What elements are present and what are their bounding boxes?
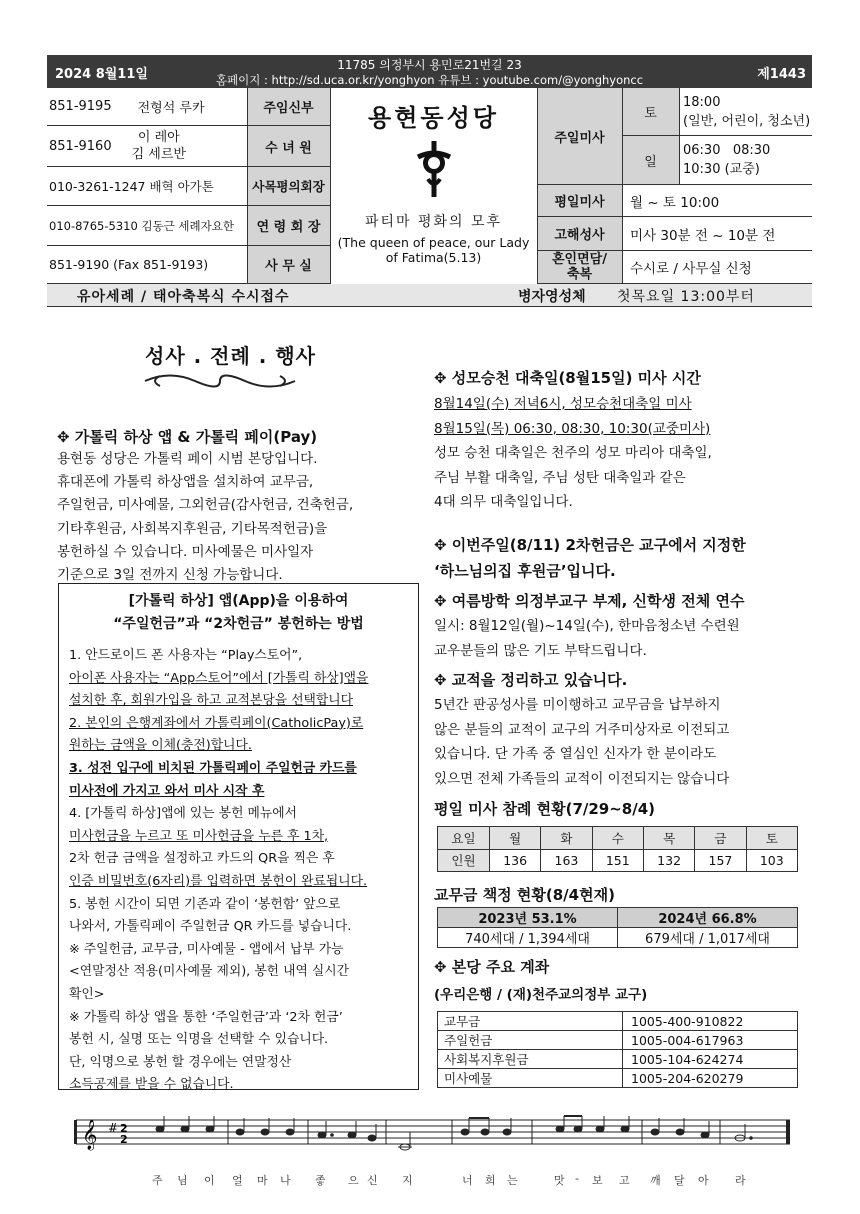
accounts-bank: (우리은행 / (재)천주교의정부 교구) (434, 987, 648, 1003)
parish-identity (330, 88, 537, 284)
retreat-title: ✥ 여름방학 의정부교구 부제, 신학생 전체 연수 (434, 592, 745, 610)
sacrament-strip (47, 284, 812, 307)
role-pastor: 주임신부 (247, 88, 330, 126)
attendance-title: 평일 미사 참례 현황(7/29~8/4) (434, 800, 656, 818)
parish-name: 용현동성당 (368, 104, 499, 132)
howto-steps: 1. 안드로이드 폰 사용자는 “Play스토어”, 아이폰 사용자는 “App스토어”에서 [가톨릭 하상]앱을 설치한 후, 회원가입을 하고 교적본당을 선택합니다 2. 본인의 은행계좌에서 가톨릭페이(CatholicPay)로 원하는 금액을 이체(충전)합니다. 3. 성전 입구에 비치된 가톨릭페이 주일헌금 카드를 미사전에 가지고 와서 미사 시작 후 4. [가톨릭 하상]앱에 있는 봉헌 메뉴에서 미사헌금을 누르고 또 미사헌금을 누른 후 1차, 2차 헌금 금액을 설정하고 카드의 QR을 찍은 후 인증 비밀번호(6자리)를 입력하면 봉헌이 완료됩니다. 5. 봉헌 시간이 되면 기존과 같이 ‘봉헌함’ 앞으로 나와서, 가톨릭페이 주일헌금 QR 카드를 넣습니다. ※ 주일헌금, 교무금, 미사예물 - 앱에서 납부 가능 <연말정산 적용(미사예물 제외), 봉헌 내역 실시간 확인> ※ 가톨릭 하상 앱을 통한 ‘주일헌금’과 ‘2차 헌금’ 봉헌 시, 실명 또는 익명을 선택할 수 있습니다. 단, 익명으로 봉헌 할 경우에는 연말정산 소득공제를 받을 수 없습니다. (69, 648, 369, 1093)
ornament-icon (140, 368, 300, 394)
role-convent: 수 녀 원 (247, 126, 330, 167)
accounts-table: 교무금 1005-400-910822 주일헌금 1005-004-617963 사회복지후원금 1005-104-624274 미사예물 1005-204-620279 (437, 1011, 798, 1088)
sunday-mass-label: 주일미사 (537, 88, 622, 185)
sick-communion-time: 첫목요일 13:00부터 (617, 289, 755, 305)
contact-phone-5: 851-9190 (Fax 851-9193) (47, 246, 247, 284)
svg-text:2: 2 (120, 1122, 128, 1135)
sunday-label: 일 (622, 136, 679, 185)
howto-box (58, 583, 419, 1093)
attendance-table: 요일 월 화 수 목 금 토 인원 136 163 151 132 157 103 (437, 826, 798, 872)
weekday-mass-time: 월 ~ 토 10:00 (622, 185, 812, 217)
sunday-time: 06:30 08:30 10:30 (교중) (679, 136, 812, 185)
second-collection: ✥ 이번주일(8/11) 2차헌금은 교구에서 지정한 ‘하느님의집 후원금’입니다. (434, 536, 746, 580)
weekday-mass-label: 평일미사 (537, 185, 622, 217)
contact-phone-1: 851-9195 전형석 루카 (47, 88, 247, 126)
sick-communion-label: 병자영성체 (518, 289, 586, 305)
parish-motto-en: (The queen of peace, our Lady of Fatima(5.13) (337, 235, 530, 265)
contact-schedule-grid (47, 88, 812, 284)
accounts-title: ✥ 본당 주요 계좌 (434, 958, 550, 976)
parish-address: 11785 의정부시 용민로21번길 23 (337, 58, 522, 72)
pay-title: ✥ 가톨릭 하상 앱 & 가톨릭 페이(Pay) (57, 428, 318, 446)
svg-text:𝄞: 𝄞 (82, 1120, 98, 1150)
role-funeral: 연 령 회 장 (247, 206, 330, 246)
svg-text:#: # (108, 1121, 119, 1135)
section-title: 성사 . 전례 . 행사 (145, 344, 316, 368)
issue-date: 2024 8월11일 (55, 67, 148, 82)
wedding-label: 혼인면담/ 축복 (537, 251, 622, 284)
contact-phone-3: 010-3261-1247 배혁 아가톤 (47, 167, 247, 206)
music-staff (70, 1112, 795, 1158)
confession-time: 미사 30분 전 ~ 10분 전 (622, 217, 812, 251)
parish-emblem-icon (414, 139, 454, 199)
saturday-label: 토 (622, 88, 679, 136)
header-bar (47, 55, 812, 88)
role-council: 사목평의회장 (247, 167, 330, 206)
dues-table: 2023년 53.1% 2024년 66.8% 740세대 / 1,394세대 679세대 / 1,017세대 (437, 907, 798, 948)
wedding-time: 수시로 / 사무실 신청 (622, 251, 812, 284)
baptism-note: 유아세례 / 태아축복식 수시접수 (77, 289, 290, 305)
contact-phone-4: 010-8765-5310 김동근 세례자요한 (47, 206, 247, 246)
parish-web: 홈페이지 : http://sd.uca.or.kr/yonghyon 유튜브 : youtube.com/@yonghyoncc (215, 73, 644, 87)
howto-title-2: “주일헌금”과 “2차헌금” 봉헌하는 방법 (113, 616, 364, 632)
contact-phone-2: 851-9160 이 레아 김 세르반 (47, 126, 247, 167)
pay-text: 용현동 성당은 가톨릭 페이 시범 본당입니다. 휴대폰에 가톨릭 하상앱을 설치하여 교무금, 주일헌금, 미사예물, 그외헌금(감사헌금, 건축헌금, 기타후원금, 사회복지후원금, 기타목적헌금)을 봉헌하실 수 있습니다. 미사예물은 미사일자 기준으로 3일 전까지 신청 가능합니다. (57, 451, 354, 584)
confession-label: 고해성사 (537, 217, 622, 251)
assumption-title: ✥ 성모승천 대축일(8월15일) 미사 시간 (434, 369, 701, 387)
saturday-time: 18:00 (일반, 어린이, 청소년) (679, 88, 812, 136)
howto-title-1: [가톨릭 하상] 앱(App)을 이용하여 (128, 593, 349, 609)
records-text: 5년간 판공성사를 미이행하고 교무금을 납부하지 않은 분들의 교적이 교구의 거주미상자로 이전되고 있습니다. 단 가족 중 열심인 신자가 한 분이라도 있으면 전체 가족들의 교적이 이전되지는 않습니다 (434, 697, 730, 787)
retreat-text: 일시: 8월12일(월)~14일(수), 한마음청소년 수련원 교우분들의 많은 기도 부탁드립니다. (434, 618, 740, 659)
issue-number: 제1443 (757, 67, 806, 82)
records-title: ✥ 교적을 정리하고 있습니다. (434, 671, 628, 689)
dues-title: 교무금 책정 현황(8/4현재) (434, 886, 615, 904)
svg-text:2: 2 (120, 1133, 128, 1146)
parish-motto: 파티마 평화의 모후 (364, 214, 503, 230)
role-office: 사 무 실 (247, 246, 330, 284)
music-lyrics: 주 님 이 얼 마 나 좋 으 신 지 너 희 는 맛 - 보 고 깨 달 아 라 (152, 1172, 746, 1187)
assumption-text: 8월14일(수) 저녁6시, 성모승천대축일 미사 8월15일(목) 06:30, 08:30, 10:30(교중미사) 성모 승천 대축일은 천주의 성모 마리아 대축일, 주님 부활 대축일, 주님 성탄 대축일과 같은 4대 의무 대축일입니다. (434, 396, 712, 511)
